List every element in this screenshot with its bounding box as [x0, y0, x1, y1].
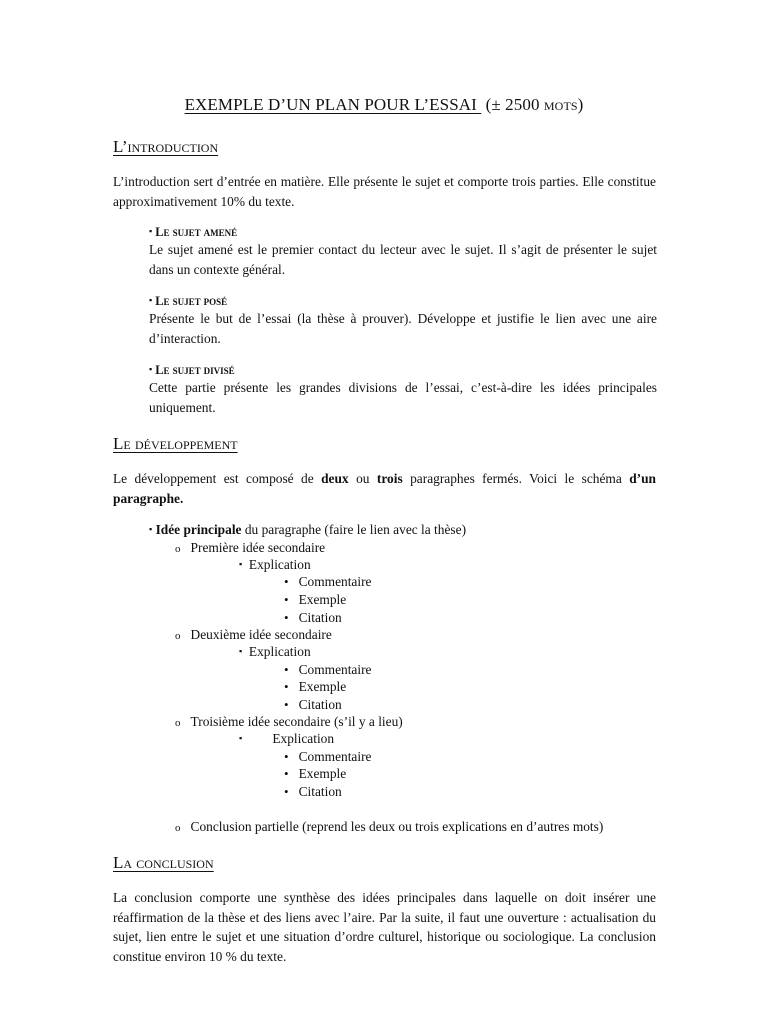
outline-point: • Commentaire — [284, 662, 372, 677]
square-bullet-icon: ▪ — [239, 733, 243, 743]
title-main: EXEMPLE D’UN PLAN POUR L’ESSAI — [184, 95, 477, 114]
introduction-heading: L’introduction — [113, 137, 219, 156]
subject-divided-heading: ▪ Le sujet divisé — [149, 363, 235, 377]
subject-introduced-text: Le sujet amené est le premier contact du lecteur avec le sujet. Il s’agit de présenter le sujet dans un contexte général. — [149, 242, 657, 277]
bullet-icon: • — [284, 679, 289, 694]
title-suffix: (± 2500 mots) — [485, 95, 584, 114]
subject-introduced-heading: ▪ Le sujet amené — [149, 225, 238, 239]
outline-point: • Citation — [284, 610, 342, 625]
development-text: Le développement est composé de deux ou trois paragraphes fermés. Voici le schéma d’un paragraphe. — [113, 471, 657, 506]
introduction-text: L’introduction sert d’entrée en matière. Elle présente le sujet et comporte trois parties. Elle constitue approximativement 10% du texte. — [113, 174, 656, 209]
outline-main-idea: ▪ Idée principale du paragraphe (faire le lien avec la thèse) — [149, 522, 467, 537]
square-bullet-icon: ▪ — [239, 646, 243, 656]
development-heading: Le développement — [113, 434, 238, 453]
outline-point: • Citation — [284, 784, 342, 799]
bullet-icon: • — [284, 662, 289, 677]
outline-explication-1: ▪ Explication — [239, 557, 311, 572]
conclusion-text: La conclusion comporte une synthèse des idées principales dans laquelle on doit insérer une réaffirmation de la thèse et des liens avec l’aire. Par la suite, il faut une ouverture : actualisation du sujet, lien entre le sujet et une situation d’ordre culturel, historique ou sociologique. La conclusion constitue environ 10 % du texte. — [113, 890, 656, 964]
outline-secondary-2: o Deuxième idée secondaire — [175, 627, 332, 642]
bullet-icon: • — [284, 749, 289, 764]
outline-explication-2: ▪ Explication — [239, 644, 311, 659]
square-bullet-icon: ▪ — [149, 524, 153, 534]
outline-point: • Citation — [284, 697, 342, 712]
bullet-icon: • — [284, 592, 289, 607]
square-bullet-icon: ▪ — [149, 295, 153, 305]
square-bullet-icon: ▪ — [149, 226, 153, 236]
circle-bullet-icon: o — [175, 630, 181, 642]
outline-point: • Exemple — [284, 679, 347, 694]
circle-bullet-icon: o — [175, 822, 181, 834]
subject-divided-text: Cette partie présente les grandes divisions de l’essai, c’est-à-dire les idées principales uniquement. — [149, 380, 657, 415]
outline-point: • Commentaire — [284, 749, 372, 764]
outline-point: • Exemple — [284, 592, 347, 607]
outline-point: • Exemple — [284, 766, 347, 781]
circle-bullet-icon: o — [175, 543, 181, 555]
bullet-icon: • — [284, 610, 289, 625]
bullet-icon: • — [284, 784, 289, 799]
square-bullet-icon: ▪ — [149, 364, 153, 374]
outline-point: • Commentaire — [284, 574, 372, 589]
bullet-icon: • — [284, 766, 289, 781]
bullet-icon: • — [284, 697, 289, 712]
subject-posed-heading: ▪ Le sujet posé — [149, 294, 228, 308]
outline-explication-3: ▪ Explication — [239, 731, 335, 746]
circle-bullet-icon: o — [175, 717, 181, 729]
outline-partial-conclusion: o Conclusion partielle (reprend les deux ou trois explications en d’autres mots) — [175, 819, 604, 834]
outline-secondary-3: o Troisième idée secondaire (s’il y a lieu) — [175, 714, 403, 729]
document-title — [0, 95, 768, 115]
square-bullet-icon: ▪ — [239, 559, 243, 569]
outline-secondary-1: o Première idée secondaire — [175, 540, 326, 555]
bullet-icon: • — [284, 574, 289, 589]
conclusion-heading: La conclusion — [113, 853, 214, 872]
subject-posed-text: Présente le but de l’essai (la thèse à prouver). Développe et justifie le lien avec une aire d’interaction. — [149, 311, 657, 346]
